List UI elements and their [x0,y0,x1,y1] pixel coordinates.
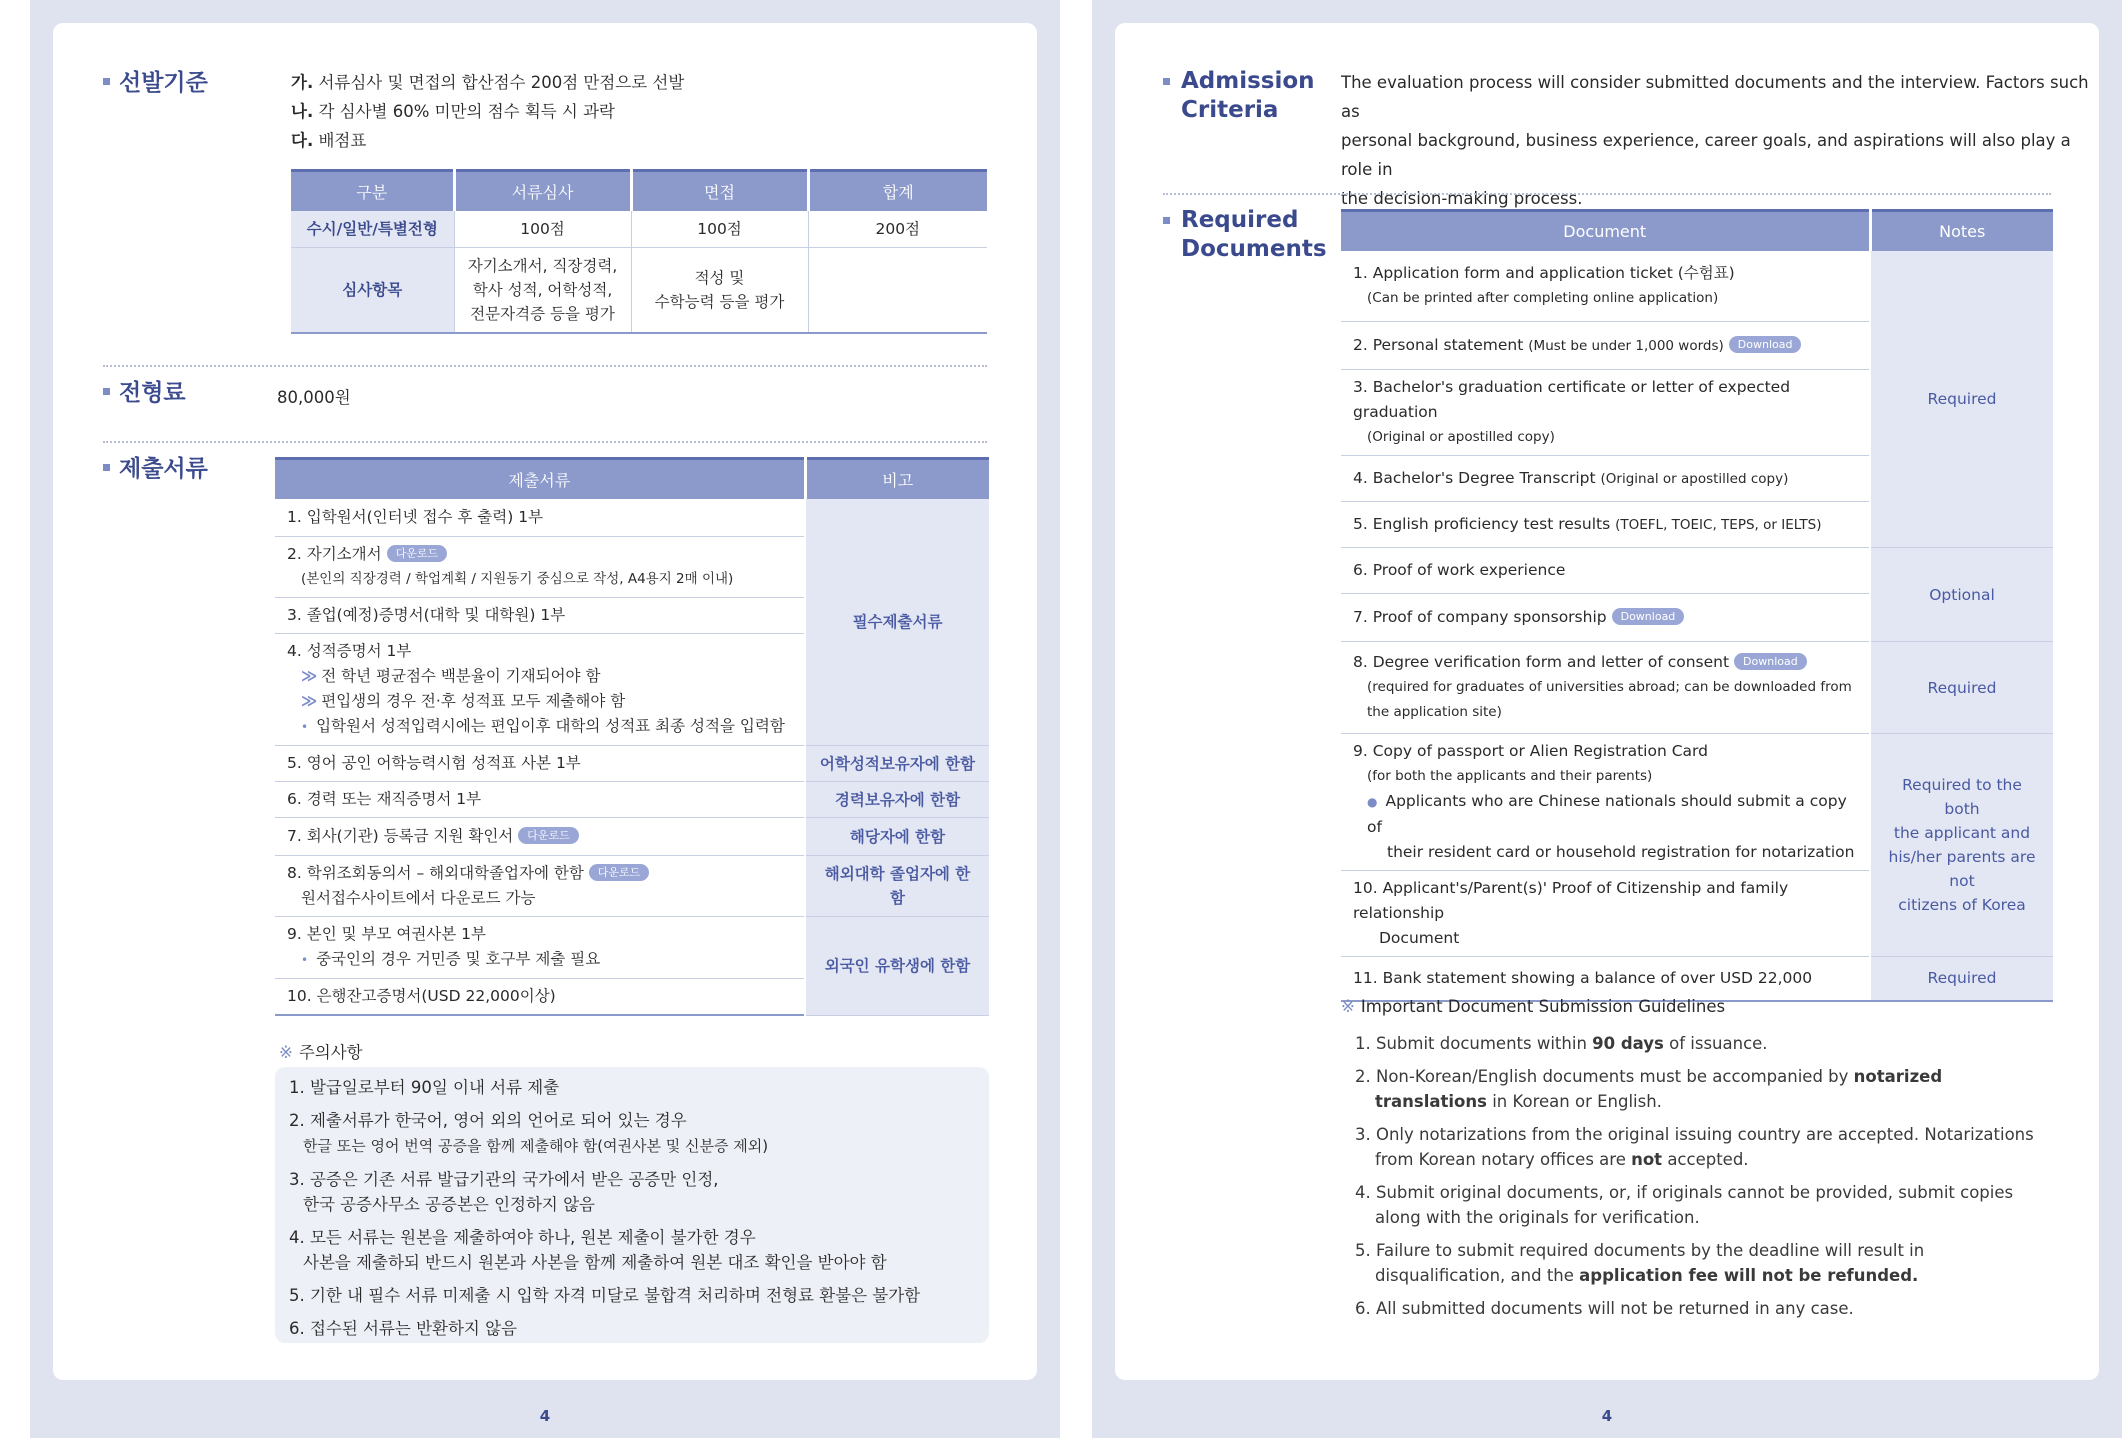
notice-item: 6. 접수된 서류는 반환하지 않음 [289,1319,517,1338]
section-divider [103,441,987,443]
document-row: 9. 본인 및 부모 여권사본 1부 • 중국인의 경우 거민증 및 호구부 제출 필요 [275,917,805,979]
notice-item: 1. 발급일로부터 90일 이내 서류 제출 [289,1078,560,1097]
square-bullet-icon [103,78,110,85]
notice-title: ※ 주의사항 [279,1043,363,1062]
note-cell: 해당자에 한함 [805,818,989,856]
fee-title: 전형료 [103,379,186,408]
document-row: 3. Bachelor's graduation certificate or letter of expected graduation (Original or apostilled copy) [1341,370,1870,456]
document-row: 5. 영어 공인 어학능력시험 성적표 사본 1부 [275,746,805,782]
guideline-item: 4. Submit original documents, or, if originals cannot be provided, submit copies along with the originals for verification. [1355,1183,2014,1227]
download-button[interactable]: 다운로드 [589,864,650,881]
documents-header: Document [1341,211,1870,251]
left-page [53,23,1037,1380]
documents-header: Notes [1870,211,2053,251]
document-row: 3. 졸업(예정)증명서(대학 및 대학원) 1부 [275,598,805,634]
note-cell: Optional [1870,548,2053,642]
guideline-item: 1. Submit documents within 90 days of issuance. [1355,1034,1768,1053]
document-row: 8. Degree verification form and letter of consent Download (required for graduates of universities abroad; can be downloaded from the application site) [1341,642,1870,734]
document-row: 5. English proficiency test results (TOEFL, TOEIC, TEPS, or IELTS) [1341,502,1870,548]
section-divider [103,365,987,367]
admission-criteria-text: The evaluation process will consider submitted documents and the interview. Factors such as personal background, business experience, career goals, and aspirations will also play a role in the decision-making process. [1341,73,2089,208]
guidelines-title: ※ Important Document Submission Guidelines [1341,997,1726,1016]
admission-criteria-title: Admission Criteria [1163,67,1315,125]
criteria-line: 나. 각 심사별 60% 미만의 점수 획득 시 과락 [291,102,615,121]
document-row: 6. Proof of work experience [1341,548,1870,594]
square-bullet-icon [1163,217,1170,224]
document-row: 1. Application form and application ticket (수험표) (Can be printed after completing online application) [1341,251,1870,322]
required-documents-table [1341,209,2053,1002]
bullet-icon: ● [1367,795,1378,809]
right-page [1115,23,2099,1380]
download-button[interactable]: 다운로드 [387,545,448,562]
document-row: 9. Copy of passport or Alien Registration Card (for both the applicants and their parents) ● Applicants who are Chinese nationals should submit a copy of their resident card or household registration for notarization [1341,734,1870,871]
document-row: 4. 성적증명서 1부 ≫ 전 학년 평균점수 백분율이 기재되어야 함 ≫ 편입생의 경우 전·후 성적표 모두 제출해야 함 • 입학원서 성적입력시에는 편입이후 대학의 성적표 최종 성적을 입력함 [275,634,805,746]
bullet-icon: • [301,953,309,967]
note-cell: 필수제출서류 [805,499,989,746]
page-number: 4 [539,1407,551,1425]
note-cell: Required [1870,251,2053,548]
note-cell: 해외대학 졸업자에 한함 [805,856,989,917]
guideline-item: 5. Failure to submit required documents by the deadline will result in disqualification, and the application fee will not be refunded. [1355,1241,1925,1285]
fee-value: 80,000원 [277,388,351,407]
arrow-icon: ≫ [301,692,318,710]
score-cell: 적성 및 수학능력 등을 평가 [631,247,808,333]
section-divider [1163,193,2051,195]
score-header: 합계 [808,171,987,211]
reference-mark-icon: ※ [279,1043,293,1062]
download-button[interactable]: Download [1734,653,1807,670]
notice-item: 2. 제출서류가 한국어, 영어 외의 언어로 되어 있는 경우 한글 또는 영어 번역 공증을 함께 제출해야 함(여권사본 및 신분증 제외) [289,1111,769,1155]
square-bullet-icon [103,388,110,395]
download-button[interactable]: Download [1612,608,1685,625]
note-cell: 어학성적보유자에 한함 [805,746,989,782]
document-row: 10. Applicant's/Parent(s)' Proof of Citizenship and family relationship Document [1341,871,1870,957]
score-cell: 자기소개서, 직장경력, 학사 성적, 어학성적, 전문자격증 등을 평가 [454,247,631,333]
score-table [291,169,987,334]
arrow-icon: ≫ [301,667,318,685]
document-row: 7. 회사(기관) 등록금 지원 확인서 다운로드 [275,818,805,856]
guideline-item: 2. Non-Korean/English documents must be accompanied by notarized translations in Korean or English. [1355,1067,1943,1111]
square-bullet-icon [1163,78,1170,85]
document-row: 4. Bachelor's Degree Transcript (Original or apostilled copy) [1341,456,1870,502]
score-cell: 200점 [808,211,987,248]
document-row: 10. 은행잔고증명서(USD 22,000이상) [275,979,805,1016]
criteria-line: 가. 서류심사 및 면접의 합산점수 200점 만점으로 선발 [291,73,685,92]
score-header: 구분 [291,171,454,211]
score-cell: 100점 [454,211,631,248]
selection-criteria-text [291,68,684,155]
notice-item: 3. 공증은 기존 서류 발급기관의 국가에서 받은 공증만 인정, 한국 공증사무소 공증본은 인정하지 않음 [289,1170,719,1214]
document-row: 7. Proof of company sponsorship Download [1341,594,1870,642]
documents-table [275,457,989,1016]
notice-item: 5. 기한 내 필수 서류 미제출 시 입학 자격 미달로 불합격 처리하며 전형료 환불은 불가함 [289,1286,921,1305]
score-cell: 100점 [631,211,808,248]
download-button[interactable]: 다운로드 [518,827,579,844]
required-documents-title: Required Documents [1163,206,1327,264]
notice-box [275,1067,989,1343]
score-cell [808,247,987,333]
documents-title: 제출서류 [103,455,208,484]
note-cell: 외국인 유학생에 한함 [805,917,989,1016]
document-row: 11. Bank statement showing a balance of over USD 22,000 [1341,957,1870,1001]
document-row: 2. Personal statement (Must be under 1,000 words) Download [1341,322,1870,370]
score-cell: 수시/일반/특별전형 [291,211,454,248]
guideline-item: 3. Only notarizations from the original issuing country are accepted. Notarizations from Korean notary offices are not accepted. [1355,1125,2034,1169]
guidelines-list [1355,1031,2055,1329]
download-button[interactable]: Download [1729,336,1802,353]
right-page-spread [1092,0,2122,1438]
guideline-item: 6. All submitted documents will not be returned in any case. [1355,1299,1854,1318]
note-cell: Required to the both the applicant and his/her parents are not citizens of Korea [1870,734,2053,957]
documents-header: 제출서류 [275,459,805,499]
left-page-spread [30,0,1060,1438]
note-cell: 경력보유자에 한함 [805,782,989,818]
document-row: 8. 학위조회동의서 – 해외대학졸업자에 한함 다운로드 원서접수사이트에서 다운로드 가능 [275,856,805,917]
note-cell: Required [1870,957,2053,1001]
score-header: 면접 [631,171,808,211]
score-cell: 심사항목 [291,247,454,333]
selection-criteria-title: 선발기준 [103,69,208,98]
documents-header: 비고 [805,459,989,499]
criteria-line: 다. 배점표 [291,131,367,150]
notice-list [289,1075,975,1341]
notice-item: 4. 모든 서류는 원본을 제출하여야 하나, 원본 제출이 불가한 경우 사본을 제출하되 반드시 원본과 사본을 함께 제출하여 원본 대조 확인을 받아야 함 [289,1228,887,1272]
reference-mark-icon: ※ [1341,997,1355,1016]
note-cell: Required [1870,642,2053,734]
document-row: 6. 경력 또는 재직증명서 1부 [275,782,805,818]
page-number: 4 [1601,1407,1613,1425]
document-row: 2. 자기소개서 다운로드 (본인의 직장경력 / 학업계획 / 지원동기 중심으로 작성, A4용지 2매 이내) [275,537,805,598]
score-header: 서류심사 [454,171,631,211]
bullet-icon: • [301,720,309,734]
document-row: 1. 입학원서(인터넷 접수 후 출력) 1부 [275,499,805,537]
square-bullet-icon [103,464,110,471]
